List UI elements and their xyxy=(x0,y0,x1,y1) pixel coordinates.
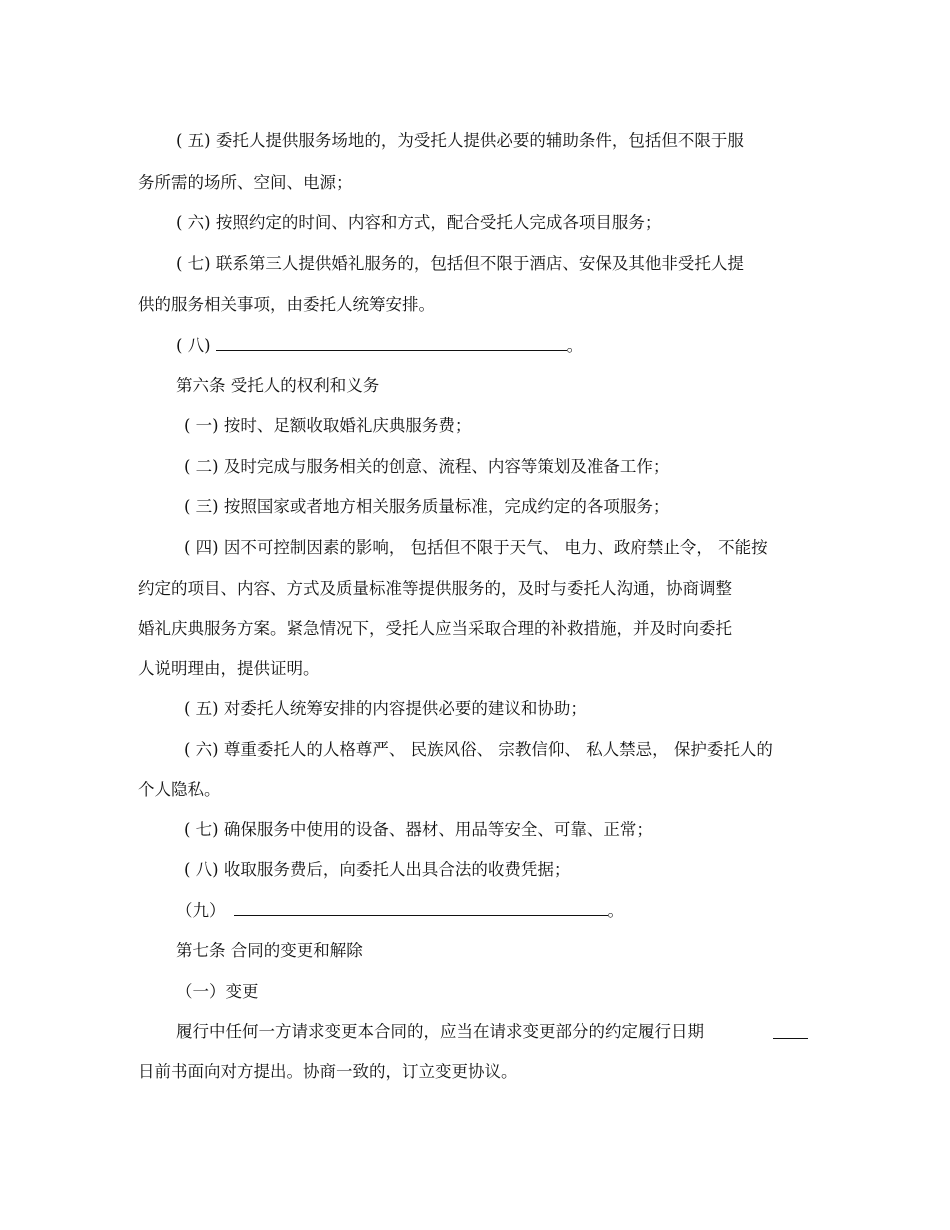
fill-in-blank[interactable] xyxy=(773,1024,808,1039)
clause-5-7-line-1: ( 七) 联系第三人提供婚礼服务的，包括但不限于酒店、安保及其他非受托人提 xyxy=(176,254,744,273)
clause-7-1-line-1: 履行中任何一方请求变更本合同的，应当在请求变更部分的约定履行日期 xyxy=(176,1022,704,1041)
clause-7-1-line-2: 日前书面向对方提出。协商一致的，订立变更协议。 xyxy=(138,1062,518,1081)
clause-6-6-line-1: ( 六) 尊重委托人的人格尊严、 民族风俗、 宗教信仰、 私人禁忌， 保护委托人的 xyxy=(184,740,773,759)
clause-5-5-line-2: 务所需的场所、空间、电源； xyxy=(138,173,353,192)
clause-5-8 xyxy=(176,335,583,357)
clause-6-6-line-2: 个人隐私。 xyxy=(138,780,221,799)
clause-6-8: ( 八) 收取服务费后，向委托人出具合法的收费凭据； xyxy=(184,860,571,879)
clause-6-3: ( 三) 按照国家或者地方相关服务质量标准，完成约定的各项服务； xyxy=(184,497,670,516)
fill-in-blank[interactable] xyxy=(234,901,608,916)
clause-5-8-period: 。 xyxy=(566,336,584,355)
clause-6-7: ( 七) 确保服务中使用的设备、器材、用品等安全、可靠、正常； xyxy=(184,820,653,839)
clause-5-7-line-2: 供的服务相关事项，由委托人统筹安排。 xyxy=(138,295,435,314)
clause-6-4-line-3: 婚礼庆典服务方案。紧急情况下，受托人应当采取合理的补救措施，并及时向委托 xyxy=(138,619,732,638)
clause-5-5-line-1: ( 五) 委托人提供服务场地的，为受托人提供必要的辅助条件，包括但不限于服 xyxy=(176,131,744,150)
clause-5-8-label: ( 八) xyxy=(176,336,211,355)
clause-6-9 xyxy=(176,900,624,922)
clause-5-6: ( 六) 按照约定的时间、内容和方式，配合受托人完成各项目服务； xyxy=(176,213,662,232)
article-6-heading: 第六条 受托人的权利和义务 xyxy=(176,376,380,395)
clause-6-9-period: 。 xyxy=(607,901,624,920)
clause-6-4-line-4: 人说明理由，提供证明。 xyxy=(138,659,320,678)
clause-6-4-line-1: ( 四) 因不可控制因素的影响， 包括但不限于天气、 电力、政府禁止令， 不能按 xyxy=(184,538,768,557)
section-7-1-heading: （一）变更 xyxy=(176,982,259,1001)
clause-6-1: ( 一) 按时、足额收取婚礼庆典服务费； xyxy=(184,416,472,435)
clause-6-9-label: （九） xyxy=(176,901,226,920)
clause-6-4-line-2: 约定的项目、内容、方式及质量标准等提供服务的，及时与委托人沟通，协商调整 xyxy=(138,579,732,598)
article-7-heading: 第七条 合同的变更和解除 xyxy=(176,941,363,960)
clause-6-5: ( 五) 对委托人统筹安排的内容提供必要的建议和协助； xyxy=(184,699,587,718)
clause-6-2: ( 二) 及时完成与服务相关的创意、流程、内容等策划及准备工作； xyxy=(184,457,670,476)
fill-in-blank[interactable] xyxy=(216,336,567,351)
